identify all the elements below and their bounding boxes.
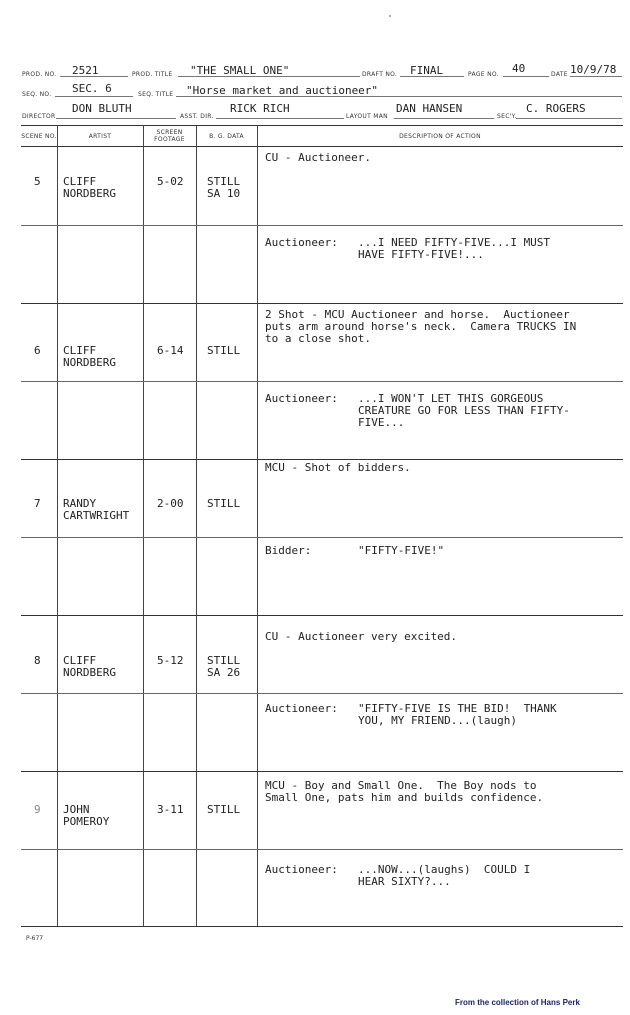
form-code: P-677 bbox=[26, 935, 44, 942]
scene-footage: 6-14 bbox=[157, 344, 184, 357]
prod-title-value: "THE SMALL ONE" bbox=[190, 64, 290, 77]
col-scene-no: SCENE NO. bbox=[21, 132, 57, 140]
scene-number: 9 bbox=[34, 803, 41, 816]
draft-no-label: DRAFT NO. bbox=[362, 71, 398, 78]
seq-no-value: SEC. 6 bbox=[72, 82, 112, 95]
scene-number: 6 bbox=[34, 344, 41, 357]
scene-bg-data: STILL bbox=[207, 497, 241, 510]
seq-title-value: "Horse market and auctioneer" bbox=[186, 84, 379, 97]
dialogue-text: ...I WON'T LET THIS GORGEOUS CREATURE GO FOR LESS THAN FIFTY- FIVE... bbox=[358, 392, 570, 429]
director-value: DON BLUTH bbox=[72, 102, 132, 115]
scene-footage: 5-12 bbox=[157, 654, 184, 667]
scene-artist: CLIFF NORDBERG bbox=[63, 654, 116, 679]
date-value: 10/9/78 bbox=[570, 63, 617, 76]
seq-title-label: SEQ. TITLE bbox=[138, 91, 174, 98]
scene-action: MCU - Shot of bidders. bbox=[265, 461, 411, 474]
scene-action: CU - Auctioneer. bbox=[265, 151, 371, 164]
secy-value: C. ROGERS bbox=[526, 102, 586, 115]
scene-footage: 2-00 bbox=[157, 497, 184, 510]
col-artist: ARTIST bbox=[88, 132, 112, 140]
scene-bg-data: STILL bbox=[207, 803, 241, 816]
page-no-value: 40 bbox=[512, 62, 526, 75]
col-description: DESCRIPTION OF ACTION bbox=[399, 132, 481, 140]
date-label: DATE bbox=[551, 71, 568, 78]
scene-number: 7 bbox=[34, 497, 41, 510]
secy-label: SEC'Y. bbox=[497, 113, 517, 120]
layout-man-value: DAN HANSEN bbox=[396, 102, 463, 115]
col-bg-data: B. G. DATA bbox=[209, 132, 244, 140]
scene-number: 5 bbox=[34, 175, 41, 188]
scene-artist: CLIFF NORDBERG bbox=[63, 175, 116, 200]
dialogue-speaker: Bidder: bbox=[265, 544, 312, 557]
scene-footage: 3-11 bbox=[157, 803, 184, 816]
page-no-label: PAGE NO. bbox=[468, 71, 499, 78]
dialogue-text: ...I NEED FIFTY-FIVE...I MUST HAVE FIFTY-FIVE!... bbox=[358, 236, 551, 261]
collection-credit: From the collection of Hans Perk bbox=[455, 998, 580, 1007]
scene-action: 2 Shot - MCU Auctioneer and horse. Auctioneer puts arm around horse's neck. Camera TRUCKS IN to a close shot. bbox=[265, 308, 577, 345]
scene-bg-data: STILL bbox=[207, 344, 241, 357]
scene-number: 8 bbox=[34, 654, 41, 667]
prod-no-label: PROD. NO. bbox=[22, 71, 57, 78]
scene-artist: CLIFF NORDBERG bbox=[63, 344, 116, 369]
asst-dir-label: ASST. DIR. bbox=[180, 113, 214, 120]
scene-bg-data: STILL SA 26 bbox=[207, 654, 241, 679]
dialogue-speaker: Auctioneer: bbox=[265, 702, 338, 715]
dialogue-text: ...NOW...(laughs) COULD I HEAR SIXTY?... bbox=[358, 863, 531, 888]
asst-dir-value: RICK RICH bbox=[230, 102, 290, 115]
col-screen-footage: SCREEN FOOTAGE bbox=[154, 129, 185, 143]
layout-man-label: LAYOUT MAN bbox=[346, 113, 388, 120]
dialogue-text: "FIFTY-FIVE IS THE BID! THANK YOU, MY FRIEND...(laugh) bbox=[358, 702, 557, 727]
dialogue-text: "FIFTY-FIVE!" bbox=[358, 544, 445, 557]
prod-no-value: 2521 bbox=[72, 64, 99, 77]
scene-action: CU - Auctioneer very excited. bbox=[265, 630, 458, 643]
scene-table bbox=[21, 125, 623, 927]
scene-artist: JOHN POMEROY bbox=[63, 803, 110, 828]
prod-title-label: PROD. TITLE bbox=[132, 71, 173, 78]
dialogue-speaker: Auctioneer: bbox=[265, 392, 338, 405]
dialogue-speaker: Auctioneer: bbox=[265, 863, 338, 876]
seq-no-label: SEQ. NO. bbox=[22, 91, 52, 98]
scene-action: MCU - Boy and Small One. The Boy nods to Small One, pats him and builds confidence. bbox=[265, 779, 544, 804]
scene-footage: 5-02 bbox=[157, 175, 184, 188]
scene-artist: RANDY CARTWRIGHT bbox=[63, 497, 130, 522]
director-label: DIRECTOR bbox=[22, 113, 56, 120]
dialogue-speaker: Auctioneer: bbox=[265, 236, 338, 249]
form-header bbox=[0, 0, 630, 125]
scene-bg-data: STILL SA 10 bbox=[207, 175, 241, 200]
draft-no-value: FINAL bbox=[410, 64, 444, 77]
